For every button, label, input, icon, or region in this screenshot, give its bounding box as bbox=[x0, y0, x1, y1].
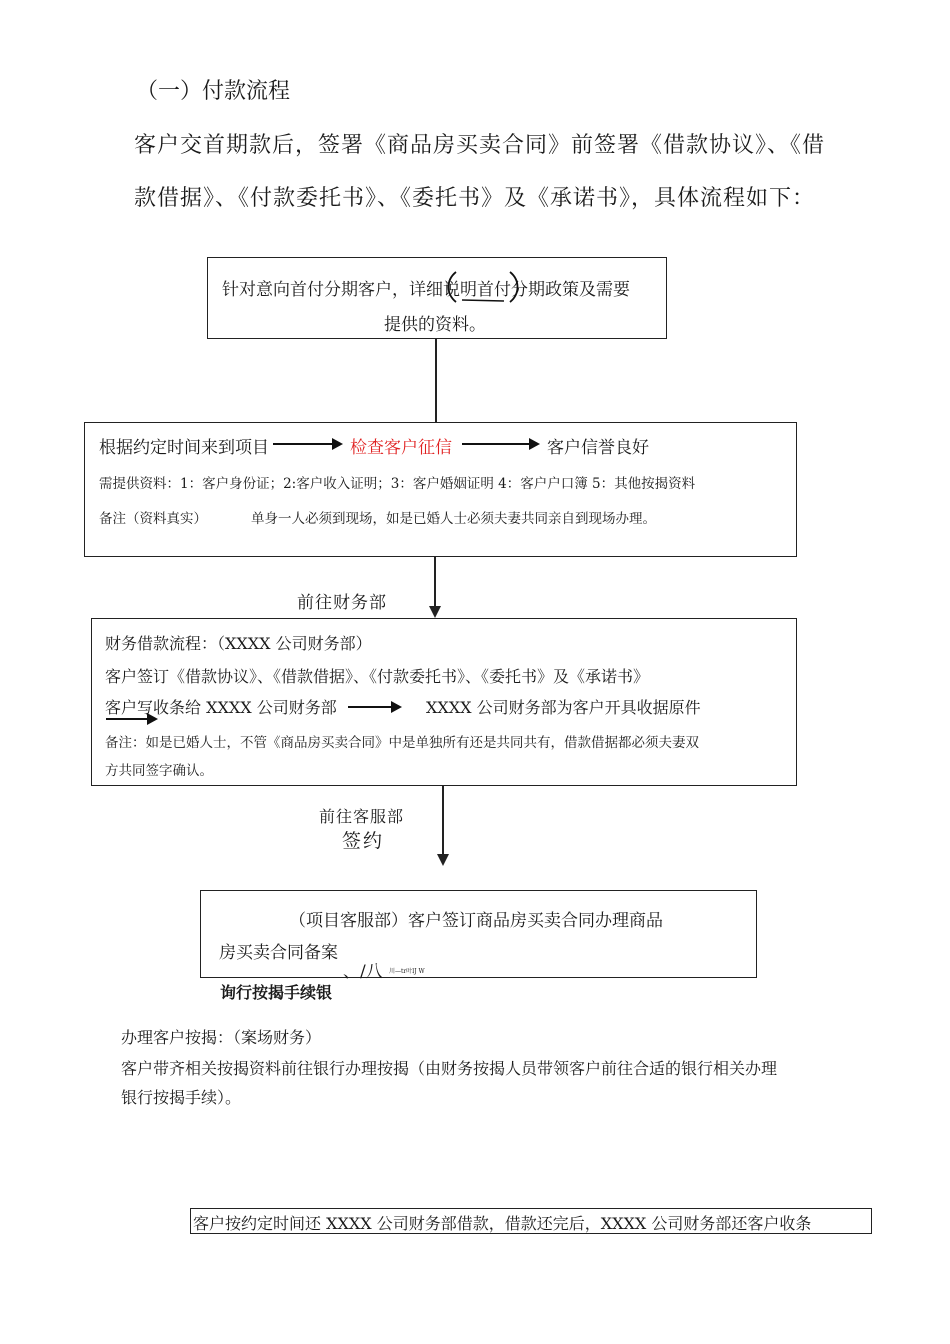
note-text: 单身一人必须到现场，如是已婚人士必须夫妻共同亲自到现场办理。 bbox=[251, 511, 656, 527]
flow-box-contract-signing bbox=[200, 890, 757, 982]
connector-line-3 bbox=[442, 786, 444, 856]
mortgage-line1: 客户带齐相关按揭资料前往银行办理按揭（由财务按揭人员带领客户前往合适的银行相关办理 bbox=[121, 1059, 778, 1078]
contract-garbled-mark: 、/八 bbox=[343, 962, 383, 982]
connector-label-service: 前往客服部 bbox=[319, 807, 405, 826]
section-heading: （一）付款流程 bbox=[136, 79, 291, 104]
arrow-right-icon bbox=[348, 706, 400, 708]
contract-line1: （项目客服部）客户签订商品房买卖合同办理商品 bbox=[289, 911, 663, 931]
required-materials: 需提供资料：1：客户身份证；2:客户收入证明；3：客户婚姻证明 4：客户户口簿 5：其他按揭资料 bbox=[99, 476, 696, 492]
note-label: 备注（资料真实） bbox=[99, 511, 207, 527]
step-good-credit: 客户信誉良好 bbox=[547, 438, 649, 458]
intro-line-2: 款借据》、《付款委托书》、《委托书》及《承诺书》，具体流程如下： bbox=[134, 186, 816, 211]
flow-box-finance-loan bbox=[91, 618, 797, 786]
finance-receipt-right: XXXX 公司财务部为客户开具收据原件 bbox=[426, 698, 701, 717]
arrow-down-icon bbox=[437, 854, 449, 866]
finance-title: 财务借款流程：（XXXX 公司财务部） bbox=[105, 634, 372, 653]
mortgage-title: 办理客户按揭：（案场财务） bbox=[121, 1028, 322, 1047]
connector-line-1 bbox=[435, 339, 437, 423]
step-check-credit: 检查客户征信 bbox=[350, 438, 452, 458]
contract-line2: 房买卖合同备案 bbox=[219, 943, 338, 963]
finance-note-line1: 备注：如是已婚人士，不管《商品房买卖合同》中是单独所有还是共同共有，借款借据都必须夫妻双 bbox=[105, 735, 699, 751]
arrow-right-icon bbox=[106, 718, 156, 720]
step-arrive-project: 根据约定时间来到项目 bbox=[99, 438, 269, 458]
arrow-right-icon bbox=[462, 443, 538, 445]
finance-note-line2: 方共同签字确认。 bbox=[105, 763, 213, 779]
flow-box-credit-check bbox=[84, 422, 797, 557]
repayment-text: 客户按约定时间还 XXXX 公司财务部借款，借款还完后，XXXX 公司财务部还客户收条 bbox=[193, 1214, 812, 1233]
arrow-down-icon bbox=[429, 606, 441, 618]
bank-procedure-fragment: 询行按揭手续银 bbox=[220, 983, 333, 1002]
connector-label-sign: 签约 bbox=[342, 830, 385, 852]
handwritten-circle-mark bbox=[444, 268, 524, 308]
box1-line2: 提供的资料。 bbox=[384, 315, 486, 335]
arrow-right-icon bbox=[273, 443, 341, 445]
flow-box-consultation bbox=[207, 257, 667, 339]
connector-line-2 bbox=[434, 557, 436, 607]
contract-garbled-small: 川—tr叶lJ W bbox=[389, 968, 425, 975]
finance-sign-docs: 客户签订《借款协议》、《借款借据》、《付款委托书》、《委托书》及《承诺书》 bbox=[105, 667, 650, 686]
intro-line-1: 客户交首期款后，签署《商品房买卖合同》前签署《借款协议》、《借 bbox=[134, 133, 826, 158]
mortgage-line2: 银行按揭手续）。 bbox=[121, 1088, 242, 1107]
connector-label-finance: 前往财务部 bbox=[297, 593, 387, 613]
box1-line1: 针对意向首付分期客户，详细说明首付分期政策及需要 bbox=[222, 280, 630, 300]
flow-box-repayment bbox=[190, 1208, 872, 1234]
finance-receipt-left: 客户写收条给 XXXX 公司财务部 bbox=[105, 698, 337, 717]
